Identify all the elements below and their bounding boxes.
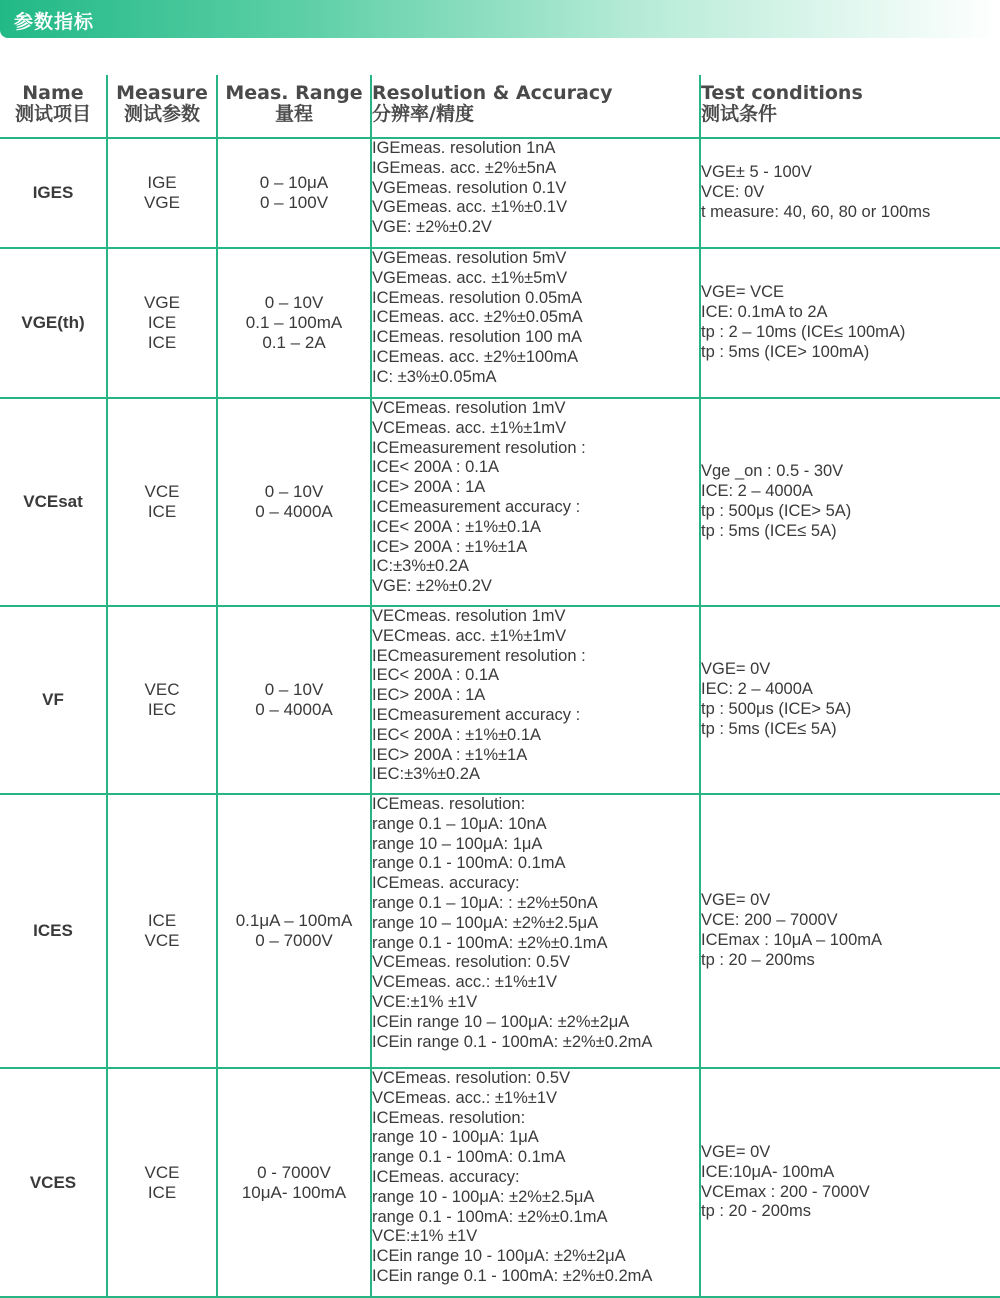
range-cell — [217, 138, 371, 248]
header-conditions — [700, 75, 1000, 138]
condition-line: tp : 5ms (ICE≤ 5A) — [701, 719, 837, 738]
resolution-cell — [371, 1068, 700, 1297]
resolution-line: VGE: ±2%±0.2V — [372, 218, 492, 237]
condition-line: tp : 20 - 200ms — [701, 1202, 812, 1221]
header-conditions-zh: 测试条件 — [701, 103, 778, 125]
conditions-cell — [700, 606, 1000, 794]
range-value: 0 – 10μA — [259, 173, 329, 192]
resolution-line: ICE< 200A : ±1%±0.1A — [372, 517, 542, 536]
measure-value: IEC — [147, 700, 177, 719]
conditions-cell — [700, 794, 1000, 1068]
condition-line: ICE: 0.1mA to 2A — [701, 303, 828, 322]
resolution-line: ICEin range 0.1 - 100mA: ±2%±0.2mA — [372, 1032, 653, 1051]
resolution-line: VCEmeas. resolution 1mV — [372, 399, 566, 417]
condition-line: ICE: 2 – 4000A — [701, 482, 813, 501]
measure-value: IGE — [147, 173, 177, 192]
measure-value: VCE — [144, 1162, 180, 1182]
range-value: 0 - 7000V — [257, 1162, 331, 1182]
measure-value: ICE — [147, 911, 177, 930]
measure-cell — [107, 398, 217, 606]
spec-table — [0, 75, 1000, 1298]
resolution-line: range 0.1 - 100mA: 0.1mA — [372, 854, 566, 873]
resolution-line: IC:±3%±0.2A — [372, 557, 469, 576]
range-value: 0.1 – 100mA — [245, 313, 343, 332]
resolution-line: range 0.1 – 10μA: 10nA — [372, 814, 547, 833]
resolution-line: range 0.1 – 10μA: : ±2%±50nA — [372, 893, 598, 912]
measure-cell — [107, 606, 217, 794]
conditions-cell — [700, 138, 1000, 248]
condition-line: VCEmax : 200 - 7000V — [701, 1182, 870, 1201]
header-name-en: Name — [22, 82, 84, 104]
resolution-line: VCE:±1% ±1V — [372, 992, 478, 1011]
measure-value: VEC — [144, 680, 180, 699]
condition-line: tp : 5ms (ICE> 100mA) — [701, 342, 870, 361]
condition-line: tp : 500μs (ICE> 5A) — [701, 502, 852, 520]
range-value: 0.1 – 2A — [262, 333, 326, 352]
row-name: VF — [42, 690, 64, 709]
condition-line: VCE: 200 – 7000V — [701, 911, 838, 930]
resolution-line: IGEmeas. acc. ±2%±5nA — [372, 158, 557, 177]
row-name: VGE(th) — [21, 313, 85, 332]
measure-cell — [107, 138, 217, 248]
range-value: 0 – 10V — [264, 482, 324, 501]
condition-line: VGE= VCE — [701, 283, 784, 302]
resolution-line: VGEmeas. resolution 0.1V — [372, 178, 567, 197]
table-row — [0, 606, 1000, 794]
resolution-line: range 10 – 100μA: ±2%±2.5μA — [372, 913, 599, 932]
range-value: 10μA- 100mA — [241, 1182, 347, 1202]
condition-line: VCE: 0V — [701, 183, 765, 202]
measure-value: VGE — [144, 193, 180, 212]
row-name: VCEsat — [23, 492, 83, 511]
resolution-line: ICEmeasurement accuracy : — [372, 497, 581, 516]
measure-value: VCE — [144, 482, 180, 501]
header-resolution — [371, 75, 700, 138]
header-measure-zh: 测试参数 — [123, 103, 200, 125]
resolution-line: ICEmeas. resolution 0.05mA — [372, 288, 583, 307]
resolution-line: VCEmeas. resolution: 0.5V — [372, 953, 571, 972]
condition-line: ICEmax : 10μA – 100mA — [701, 931, 883, 949]
resolution-line: ICEmeas. resolution: — [372, 1108, 526, 1127]
section-banner — [0, 0, 1000, 38]
table-row — [0, 794, 1000, 1068]
resolution-line: IEC< 200A : ±1%±0.1A — [372, 725, 542, 744]
resolution-line: VGEmeas. acc. ±1%±5mV — [372, 268, 568, 287]
range-value: 0 – 100V — [259, 193, 329, 212]
condition-line: ICE:10μA- 100mA — [701, 1162, 835, 1181]
conditions-cell — [700, 398, 1000, 606]
range-value: 0 – 4000A — [255, 502, 333, 521]
resolution-line: range 10 – 100μA: 1μA — [372, 834, 543, 853]
header-measure — [107, 75, 217, 138]
resolution-line: ICEin range 10 – 100μA: ±2%±2μA — [372, 1012, 630, 1031]
resolution-line: ICEin range 10 - 100μA: ±2%±2μA — [372, 1247, 626, 1266]
resolution-line: VGE: ±2%±0.2V — [372, 577, 492, 596]
range-cell — [217, 248, 371, 398]
header-range-en: Meas. Range — [225, 82, 363, 104]
table-row — [0, 1068, 1000, 1297]
row-name: VCES — [29, 1172, 77, 1192]
resolution-line: IGEmeas. resolution 1nA — [372, 139, 556, 157]
resolution-line: IC: ±3%±0.05mA — [372, 367, 497, 386]
measure-cell — [107, 1068, 217, 1297]
condition-line: tp : 5ms (ICE≤ 5A) — [701, 521, 837, 540]
resolution-line: range 0.1 - 100mA: ±2%±0.1mA — [372, 1207, 608, 1226]
resolution-line: VCEmeas. acc.: ±1%±1V — [372, 1088, 558, 1107]
resolution-line: VCE:±1% ±1V — [372, 1227, 478, 1246]
range-cell — [217, 1068, 371, 1297]
header-resolution-zh: 分辨率/精度 — [372, 103, 474, 125]
condition-line: VGE± 5 - 100V — [701, 163, 812, 182]
header-resolution-en: Resolution & Accuracy — [372, 82, 613, 104]
condition-line: VGE= 0V — [701, 891, 771, 910]
header-name — [0, 75, 107, 138]
section-title: 参数指标 — [14, 11, 95, 33]
range-cell — [217, 398, 371, 606]
measure-cell — [107, 248, 217, 398]
row-name: IGES — [32, 183, 74, 202]
header-name-zh: 测试项目 — [14, 103, 91, 125]
resolution-line: ICEmeas. resolution 100 mA — [372, 328, 583, 347]
resolution-line: range 10 - 100μA: 1μA — [372, 1128, 539, 1147]
resolution-cell — [371, 794, 700, 1068]
resolution-line: ICEmeas. acc. ±2%±0.05mA — [372, 308, 583, 327]
table-row — [0, 248, 1000, 398]
table-row — [0, 138, 1000, 248]
range-value: 0.1μA – 100mA — [235, 911, 353, 930]
measure-cell — [107, 794, 217, 1068]
resolution-line: IEC> 200A : ±1%±1A — [372, 745, 528, 764]
condition-line: IEC: 2 – 4000A — [701, 680, 813, 699]
measure-value: ICE — [147, 1182, 177, 1202]
range-value: 0 – 4000A — [255, 700, 333, 719]
resolution-line: ICEmeas. accuracy: — [372, 874, 520, 893]
resolution-line: VECmeas. resolution 1mV — [372, 607, 566, 625]
header-conditions-en: Test conditions — [701, 82, 863, 104]
resolution-line: VGEmeas. acc. ±1%±0.1V — [372, 198, 568, 217]
condition-line: Vge _on : 0.5 - 30V — [701, 462, 844, 481]
resolution-line: ICEmeasurement resolution : — [372, 438, 586, 457]
resolution-line: range 0.1 - 100mA: 0.1mA — [372, 1148, 566, 1167]
resolution-line: ICEmeas. accuracy: — [372, 1167, 520, 1186]
resolution-line: IEC:±3%±0.2A — [372, 765, 480, 784]
range-value: 0 – 10V — [264, 680, 324, 699]
resolution-line: ICE> 200A : ±1%±1A — [372, 537, 528, 556]
resolution-cell — [371, 138, 700, 248]
range-value: 0 – 7000V — [255, 931, 333, 950]
conditions-cell — [700, 248, 1000, 398]
resolution-line: ICEin range 0.1 - 100mA: ±2%±0.2mA — [372, 1266, 653, 1285]
condition-line: t measure: 40, 60, 80 or 100ms — [701, 202, 931, 221]
condition-line: tp : 20 – 200ms — [701, 950, 815, 969]
conditions-cell — [700, 1068, 1000, 1297]
table-row — [0, 398, 1000, 606]
measure-value: VCE — [144, 931, 180, 950]
resolution-cell — [371, 398, 700, 606]
header-range-zh: 量程 — [274, 103, 313, 125]
condition-line: tp : 500μs (ICE> 5A) — [701, 700, 852, 718]
resolution-line: ICE> 200A : 1A — [372, 478, 486, 497]
measure-value: ICE — [147, 313, 177, 332]
resolution-line: ICE< 200A : 0.1A — [372, 458, 500, 477]
condition-line: VGE= 0V — [701, 660, 771, 679]
range-cell — [217, 606, 371, 794]
resolution-line: VCEmeas. resolution: 0.5V — [372, 1069, 571, 1087]
resolution-line: IECmeasurement resolution : — [372, 646, 586, 665]
resolution-line: IEC< 200A : 0.1A — [372, 666, 500, 685]
header-measure-en: Measure — [116, 82, 208, 104]
measure-value: ICE — [147, 333, 177, 352]
resolution-line: VCEmeas. acc.: ±1%±1V — [372, 973, 558, 992]
header-row — [0, 75, 1000, 138]
resolution-line: VCEmeas. acc. ±1%±1mV — [372, 418, 567, 437]
resolution-line: IECmeasurement accuracy : — [372, 705, 581, 724]
resolution-line: range 10 - 100μA: ±2%±2.5μA — [372, 1187, 595, 1206]
resolution-cell — [371, 248, 700, 398]
resolution-line: IEC> 200A : 1A — [372, 686, 486, 705]
resolution-line: ICEmeas. resolution: — [372, 795, 526, 813]
resolution-line: ICEmeas. acc. ±2%±100mA — [372, 347, 579, 366]
measure-value: ICE — [147, 502, 177, 521]
range-cell — [217, 794, 371, 1068]
resolution-cell — [371, 606, 700, 794]
resolution-line: VECmeas. acc. ±1%±1mV — [372, 626, 567, 645]
resolution-line: range 0.1 - 100mA: ±2%±0.1mA — [372, 933, 608, 952]
row-name: ICES — [33, 921, 73, 940]
measure-value: VGE — [144, 293, 180, 312]
condition-line: tp : 2 – 10ms (ICE≤ 100mA) — [701, 323, 906, 341]
resolution-line: VGEmeas. resolution 5mV — [372, 249, 567, 267]
range-value: 0 – 10V — [264, 293, 324, 312]
header-range — [217, 75, 371, 138]
condition-line: VGE= 0V — [701, 1142, 771, 1161]
